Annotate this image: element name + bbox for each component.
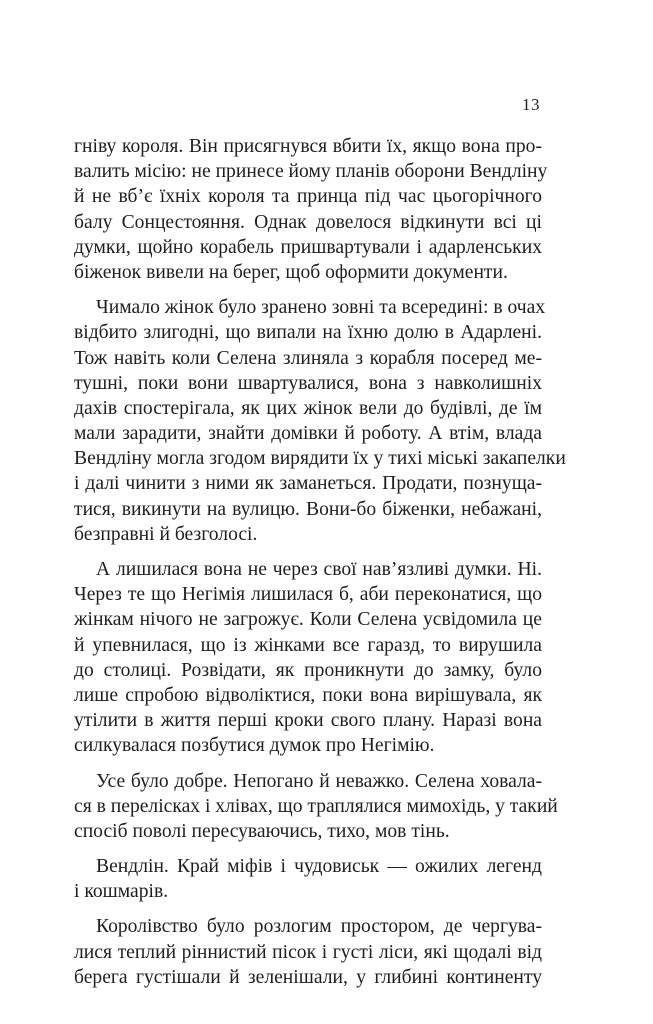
text-line: Тож навіть коли Селена злиняла з корабля посеред ме-: [74, 347, 542, 369]
text-line: мали зарадити, знайти домівки й роботу. А втім, влада: [74, 423, 542, 445]
text-line: Чимало жінок було зранено зовні та всередині: в очах: [96, 297, 546, 319]
text-line: і далі чинити з ними як заманеться. Продати, познуща-: [74, 473, 542, 495]
paragraph-spacing: [74, 904, 542, 914]
text-line: Усе було добре. Непогано й неважко. Селена ховала-: [96, 770, 542, 792]
text-line: Королівство було розлогим простором, де чергува-: [96, 916, 542, 938]
text-line: біженок вивели на берег, щоб оформити документи.: [74, 261, 508, 283]
text-line: і кошмарів.: [74, 881, 169, 903]
text-line: Вендлін. Край міфів і чудовиськ — ожилих легенд: [96, 856, 542, 878]
text-line: берега густішали й зеленішали, у глибині континенту: [74, 966, 542, 988]
text-line: Через те що Негімія лишилася б, аби переконатися, що: [74, 584, 542, 606]
text-line: безправні й безголосі.: [74, 523, 258, 545]
paragraph-spacing: [74, 547, 542, 557]
page-number: 13: [522, 95, 540, 114]
text-line: гніву короля. Він присягнувся вбити їх, якщо вона про-: [74, 136, 542, 157]
text-line: відбито злигодні, що випали на їхню долю в Адарлені.: [74, 322, 542, 344]
text-line: тися, викинути на вулицю. Вони-бо біженки, небажані,: [74, 498, 542, 520]
text-line: утілити в життя перші кроки свого плану. Наразі вона: [74, 710, 542, 732]
body-text: [74, 134, 566, 990]
paragraph-spacing: [74, 844, 542, 854]
text-line: силкувалася позбутися думок про Негімію.: [74, 735, 435, 757]
paragraph: [74, 854, 542, 904]
text-line: ся в перелісках і хлівах, що траплялися мимохідь, у такий: [74, 795, 558, 817]
text-line: до столиці. Розвідати, як проникнути до замку, було: [74, 659, 542, 681]
text-line: й не вб’є їхніх короля та принца під час цьогорічного: [74, 186, 542, 208]
paragraph: [74, 134, 548, 285]
paragraph: [74, 769, 558, 845]
text-line: думки, щойно корабель пришвартували і адарленських: [74, 236, 542, 258]
text-line: А лишилася вона не через свої нав’язливі думки. Ні.: [96, 559, 542, 580]
text-line: дахів спостерігала, як цих жінок вели до будівлі, де їм: [74, 397, 542, 419]
paragraph: [74, 295, 566, 547]
text-line: Вендліну могла згодом вирядити їх у тихі міські закапелки: [74, 448, 566, 470]
text-line: тушні, поки вони швартувалися, вона з навколишніх: [74, 372, 542, 394]
text-line: валить місію: не принесе йому планів оборони Вендліну: [74, 161, 548, 183]
text-line: спосіб поволі пересуваючись, тихо, мов тінь.: [74, 820, 450, 842]
text-line: балу Сонцестояння. Однак довелося відкинути всі ці: [74, 211, 542, 233]
text-line: жінкам нічого не загрожує. Коли Селена усвідомила це: [74, 609, 542, 631]
paragraph-spacing: [74, 285, 542, 295]
paragraph: [74, 557, 542, 759]
text-line: лися теплий ріннистий пісок і густі ліси, які щодалі від: [74, 941, 542, 963]
text-line: й упевнилася, що із жінками все гаразд, то вирушила: [74, 634, 542, 656]
paragraph-spacing: [74, 759, 542, 769]
text-line: лише спробою відволіктися, поки вона вирішувала, як: [74, 684, 542, 706]
paragraph: [74, 914, 542, 990]
